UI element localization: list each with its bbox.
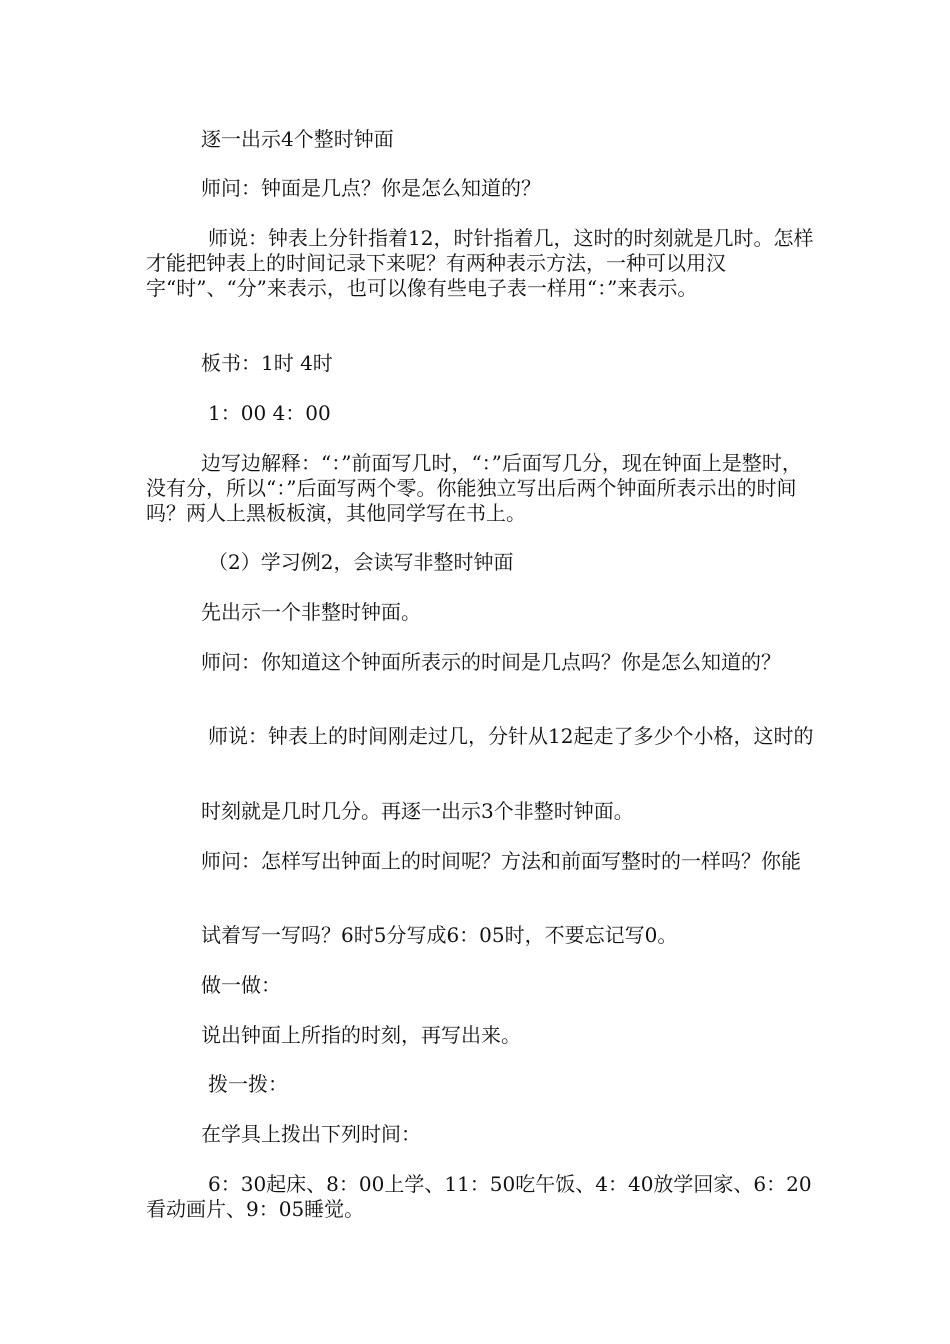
paragraph-show-three-clocks: 时刻就是几时几分。再逐一出示3个非整时钟面。 [201,799,634,823]
paragraph-show-whole-hour-clocks: 逐一出示4个整时钟面 [201,127,394,151]
paragraph-dial-instruction: 在学具上拨出下列时间： [201,1122,421,1146]
paragraph-board-writing: 板书：1时 4时 [201,351,333,375]
paragraph-teacher-explains-notation: 师说：钟表上分针指着12，时针指着几，这时的时刻就是几时。怎样才能把钟表上的时间记录下来呢？有两种表示方法，一种可以用汉字“时”、“分”来表示，也可以像有些电子表一样用“：”来表示。 [146,226,814,300]
paragraph-section-example-2: （2）学习例2，会读写非整时钟面 [208,550,514,574]
paragraph-show-non-whole-clock: 先出示一个非整时钟面。 [201,600,421,624]
paragraph-exercise-instruction: 说出钟面上所指的时刻，再写出来。 [201,1023,521,1047]
paragraph-teacher-question-1: 师问：钟面是几点？你是怎么知道的？ [201,176,541,200]
paragraph-board-digital-times: 1：00 4：00 [208,401,331,425]
paragraph-teacher-question-3: 师问：怎样写出钟面上的时间呢？方法和前面写整时的一样吗？你能 [201,849,801,873]
paragraph-exercise-heading: 做一做： [201,973,281,997]
paragraph-daily-schedule: 6：30起床、8：00上学、11：50吃午饭、4：40放学回家、6：20看动画片、9：05睡觉。 [146,1172,812,1221]
paragraph-explain-colon: 边写边解释：“：”前面写几时，“：”后面写几分，现在钟面上是整时，没有分，所以“：”后面写两个零。你能独立写出后两个钟面所表示出的时间吗？两人上黑板板演，其他同学写在书上。 [146,451,802,525]
paragraph-teacher-question-2: 师问：你知道这个钟面所表示的时间是几点吗？你是怎么知道的？ [201,650,781,674]
paragraph-dial-heading: 拨一拨： [208,1072,288,1096]
paragraph-teacher-explains-minutes: 师说：钟表上的时间刚走过几，分针从12起走了多少个小格，这时的 [208,724,814,748]
paragraph-try-writing: 试着写一写吗？6时5分写成6：05时，不要忘记写0。 [201,923,678,947]
